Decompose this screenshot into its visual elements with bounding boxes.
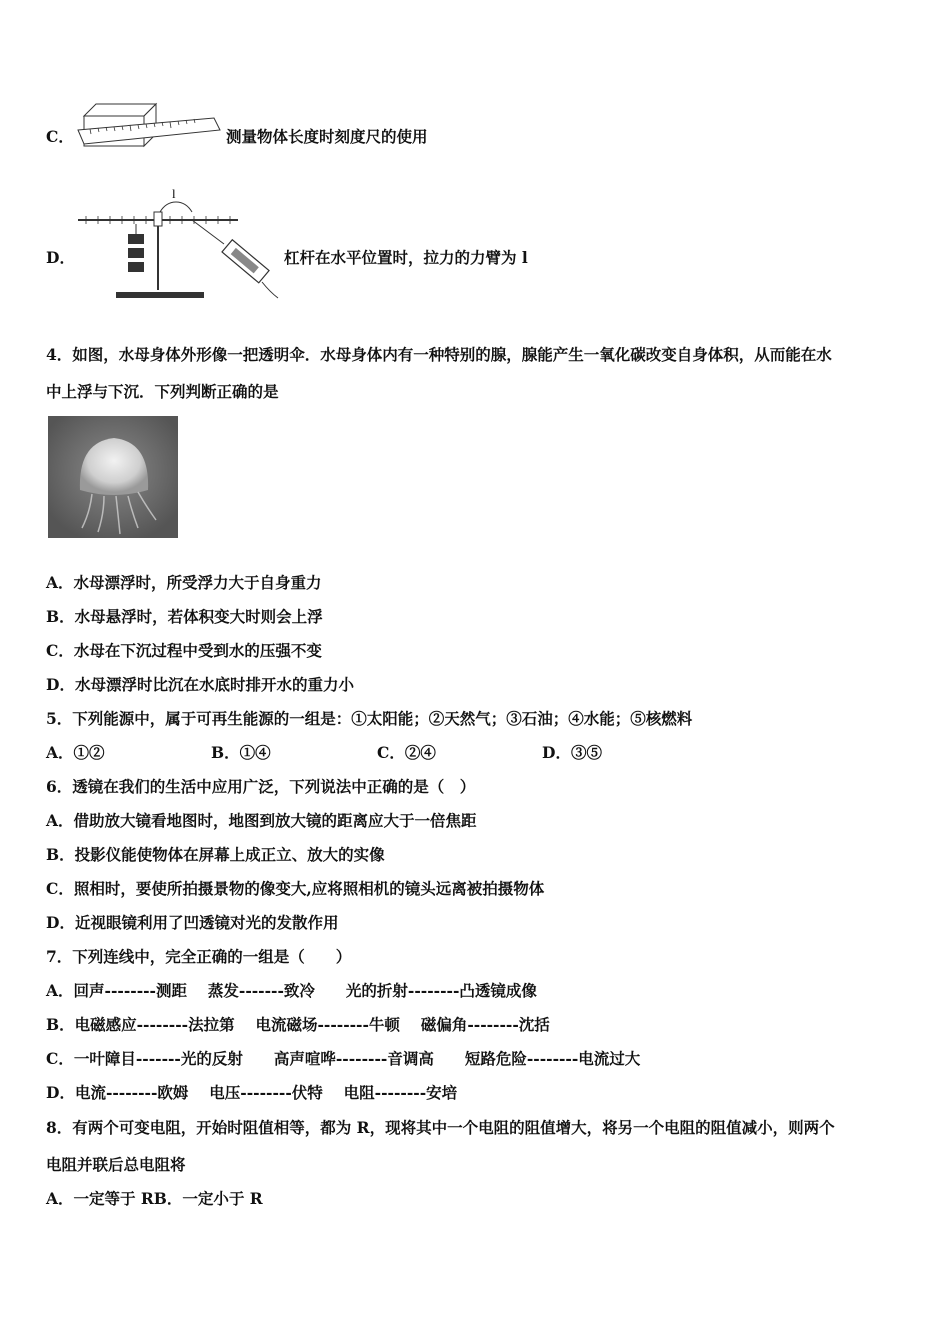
q8-option-line: A．一定等于 RB．一定小于 R xyxy=(46,1189,263,1208)
q4-option-d: D．水母漂浮时比沉在水底时排开水的重力小 xyxy=(46,675,354,694)
option-d-label: D． xyxy=(46,248,75,267)
q6-option-b: B．投影仪能使物体在屏幕上成正立、放大的实像 xyxy=(46,845,385,864)
q5-option-b: B．①④ xyxy=(211,743,271,762)
q7-option-c: C．一叶障目-------光的反射 高声喧哗--------音调高 短路危险--------电流过大 xyxy=(46,1049,641,1068)
q6-stem: 6．透镜在我们的生活中应用广泛，下列说法中正确的是（ ） xyxy=(46,777,476,796)
q5-option-d: D．③⑤ xyxy=(542,743,602,762)
ruler-figure xyxy=(74,100,224,152)
q5-stem: 5．下列能源中，属于可再生能源的一组是：①太阳能；②天然气；③石油；④水能；⑤核燃料 xyxy=(46,709,693,728)
q8-stem-line2: 电阻并联后总电阻将 xyxy=(46,1155,186,1174)
lever-figure xyxy=(74,182,284,306)
q4-option-c: C．水母在下沉过程中受到水的压强不变 xyxy=(46,641,322,660)
q5-option-c: C．②④ xyxy=(377,743,436,762)
q7-option-d: D．电流--------欧姆 电压--------伏特 电阻--------安培 xyxy=(46,1083,458,1102)
q6-option-c: C．照相时，要使所拍摄景物的像变大,应将照相机的镜头远离被拍摄物体 xyxy=(46,879,545,898)
jellyfish-photo xyxy=(48,416,178,538)
option-d-caption: 杠杆在水平位置时，拉力的力臂为 l xyxy=(284,248,528,267)
q6-option-a: A．借助放大镜看地图时，地图到放大镜的距离应大于一倍焦距 xyxy=(46,811,477,830)
option-c-caption: 测量物体长度时刻度尺的使用 xyxy=(226,127,428,146)
q4-option-b: B．水母悬浮时，若体积变大时则会上浮 xyxy=(46,607,323,626)
q7-stem: 7．下列连线中，完全正确的一组是（ ） xyxy=(46,947,352,966)
q5-option-a: A．①② xyxy=(46,743,105,762)
q6-option-d: D．近视眼镜利用了凹透镜对光的发散作用 xyxy=(46,913,339,932)
lever-arm-label: l xyxy=(172,186,176,201)
q4-stem-line2: 中上浮与下沉．下列判断正确的是 xyxy=(46,382,279,401)
q4-option-a: A．水母漂浮时，所受浮力大于自身重力 xyxy=(46,573,322,592)
q8-stem-line1: 8．有两个可变电阻，开始时阻值相等，都为 R，现将其中一个电阻的阻值增大，将另一个电阻的阻值减小，则两个 xyxy=(46,1118,835,1137)
option-c-label: C． xyxy=(46,127,74,146)
q7-option-b: B．电磁感应--------法拉第 电流磁场--------牛顿 磁偏角--------沈括 xyxy=(46,1015,550,1034)
q7-option-a: A．回声--------测距 蒸发-------致冷 光的折射--------凸透镜成像 xyxy=(46,981,537,1000)
q4-stem-line1: 4．如图，水母身体外形像一把透明伞．水母身体内有一种特别的腺，腺能产生一氧化碳改变自身体积，从而能在水 xyxy=(46,345,832,364)
